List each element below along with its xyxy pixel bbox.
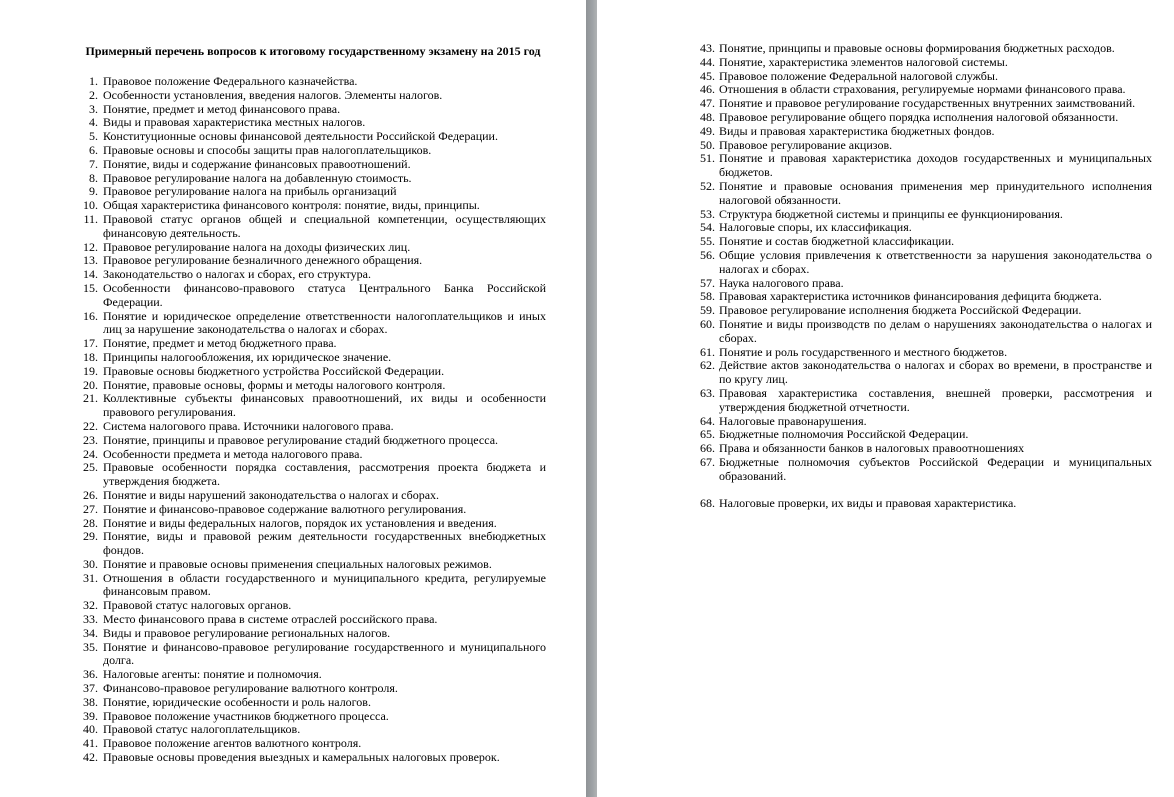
question-item-40: 40. Правовой статус налогоплательщиков. <box>80 723 546 737</box>
question-item-57: 57. Наука налогового права. <box>700 275 844 290</box>
question-number: 18. <box>83 349 98 364</box>
question-number: 33. <box>83 612 98 627</box>
question-number: 6. <box>89 142 98 157</box>
question-item-4: 4. Виды и правовая характеристика местных налогов. <box>80 116 546 130</box>
page-divider <box>586 0 597 797</box>
question-item-47: 47. Понятие и правовое регулирование государственных внутренних заимствований. <box>700 96 1136 111</box>
question-item-46: 46. Отношения в области страхования, регулируемые нормами финансового права. <box>700 82 1126 97</box>
question-number: 2. <box>89 87 98 102</box>
question-number: 41. <box>83 736 98 751</box>
question-number: 34. <box>83 625 98 640</box>
question-item-14: 14. Законодательство о налогах и сборах, его структура. <box>80 268 546 282</box>
question-item-65: 65. Бюджетные полномочия Российской Федерации. <box>700 427 969 442</box>
document-title: Примерный перечень вопросов к итоговому государственному экзамену на 2015 год <box>85 44 541 58</box>
question-item-22: 22. Система налогового права. Источники налогового права. <box>80 420 546 434</box>
question-item-5: 5. Конституционные основы финансовой деятельности Российской Федерации. <box>80 130 546 144</box>
question-item-17: 17. Понятие, предмет и метод бюджетного права. <box>80 337 546 351</box>
question-item-58: 58. Правовая характеристика источников финансирования дефицита бюджета. <box>700 289 1102 304</box>
question-number: 49. <box>700 123 715 138</box>
question-number: 30. <box>83 556 98 571</box>
question-item-49: 49. Виды и правовая характеристика бюджетных фондов. <box>700 123 995 138</box>
question-number: 58. <box>700 289 715 304</box>
question-number: 66. <box>700 441 715 456</box>
question-number: 48. <box>700 109 715 124</box>
question-item-51: 51. Понятие и правовая характеристика доходов государственных и муниципальных бюджетов. <box>700 151 1152 180</box>
question-number: 27. <box>83 501 98 516</box>
question-item-16: 16. Понятие и юридическое определение ответственности налогоплательщиков и иных лиц за нарушение законодательства о налогах и сборах. <box>80 310 546 338</box>
question-number: 8. <box>89 170 98 185</box>
question-item-29: 29. Понятие, виды и правовой режим деятельности государственных внебюджетных фондов. <box>80 530 546 558</box>
question-item-66: 66. Права и обязанности банков в налоговых правоотношениях <box>700 441 1025 456</box>
question-item-34: 34. Виды и правовое регулирование региональных налогов. <box>80 627 546 641</box>
question-item-19: 19. Правовые основы бюджетного устройства Российской Федерации. <box>80 365 546 379</box>
question-item-32: 32. Правовой статус налоговых органов. <box>80 599 546 613</box>
question-item-37: 37. Финансово-правовое регулирование валютного контроля. <box>80 682 546 696</box>
question-item-50: 50. Правовое регулирование акцизов. <box>700 137 893 152</box>
question-number: 61. <box>700 344 715 359</box>
question-number: 19. <box>83 363 98 378</box>
question-number: 13. <box>83 253 98 268</box>
question-item-67: 67. Бюджетные полномочия субъектов Российской Федерации и муниципальных образований. <box>700 454 1152 483</box>
question-number: 23. <box>83 432 98 447</box>
question-number: 53. <box>700 206 715 221</box>
question-item-54: 54. Налоговые споры, их классификация. <box>700 220 912 235</box>
page-right <box>597 0 1174 797</box>
question-number: 1. <box>89 74 98 88</box>
question-number: 10. <box>83 198 98 213</box>
question-item-62: 62. Действие актов законодательства о налогах и сборах во времени, в пространстве и по кругу лиц. <box>700 358 1152 387</box>
question-number: 63. <box>700 385 715 400</box>
question-number: 35. <box>83 639 98 654</box>
question-number: 59. <box>700 303 715 318</box>
question-number: 25. <box>83 460 98 475</box>
question-item-60: 60. Понятие и виды производств по делам о нарушениях законодательства о налогах и сборах. <box>700 316 1152 345</box>
question-item-61: 61. Понятие и роль государственного и местного бюджетов. <box>700 344 1008 359</box>
question-number: 12. <box>83 239 98 254</box>
question-number: 7. <box>89 156 98 171</box>
question-item-39: 39. Правовое положение участников бюджетного процесса. <box>80 710 546 724</box>
question-number: 51. <box>700 151 715 166</box>
question-number: 65. <box>700 427 715 442</box>
question-number: 50. <box>700 137 715 152</box>
question-item-33: 33. Место финансового права в системе отраслей российского права. <box>80 613 546 627</box>
question-item-64: 64. Налоговые правонарушения. <box>700 413 867 428</box>
question-number: 29. <box>83 529 98 544</box>
question-list-page-1 <box>80 75 546 765</box>
question-item-28: 28. Понятие и виды федеральных налогов, порядок их установления и введения. <box>80 517 546 531</box>
question-number: 40. <box>83 722 98 737</box>
question-number: 15. <box>83 280 98 295</box>
question-number: 24. <box>83 446 98 461</box>
question-item-8: 8. Правовое регулирование налога на добавленную стоимость. <box>80 172 546 186</box>
question-number: 5. <box>89 129 98 144</box>
question-number: 45. <box>700 68 715 83</box>
question-number: 52. <box>700 178 715 193</box>
question-item-38: 38. Понятие, юридические особенности и роль налогов. <box>80 696 546 710</box>
question-number: 11. <box>83 211 98 226</box>
question-number: 17. <box>83 336 98 351</box>
question-number: 22. <box>83 418 98 433</box>
question-item-25: 25. Правовые особенности порядка составления, рассмотрения проекта бюджета и утверждения бюджета. <box>80 461 546 489</box>
question-item-45: 45. Правовое положение Федеральной налоговой службы. <box>700 68 998 83</box>
question-number: 68. <box>700 496 715 511</box>
question-number: 32. <box>83 598 98 613</box>
question-number: 46. <box>700 82 715 97</box>
question-item-43: 43. Понятие, принципы и правовые основы формирования бюджетных расходов. <box>700 41 1115 55</box>
question-item-1: 1. Правовое положение Федерального казначейства. <box>80 75 546 89</box>
question-number: 9. <box>89 184 98 199</box>
question-item-11: 11. Правовой статус органов общей и специальной компетенции, осуществляющих финансовую деятельность. <box>80 213 546 241</box>
page-left <box>0 0 586 797</box>
question-item-27: 27. Понятие и финансово-правовое содержание валютного регулирования. <box>80 503 546 517</box>
question-item-52: 52. Понятие и правовые основания применения мер принудительного исполнения налоговой обязанности. <box>700 178 1152 207</box>
question-item-9: 9. Правовое регулирование налога на прибыль организаций <box>80 185 546 199</box>
question-number: 36. <box>83 667 98 682</box>
question-item-24: 24. Особенности предмета и метода налогового права. <box>80 448 546 462</box>
question-item-26: 26. Понятие и виды нарушений законодательства о налогах и сборах. <box>80 489 546 503</box>
question-item-10: 10. Общая характеристика финансового контроля: понятие, виды, принципы. <box>80 199 546 213</box>
question-number: 44. <box>700 54 715 69</box>
question-item-18: 18. Принципы налогообложения, их юридическое значение. <box>80 351 546 365</box>
question-number: 55. <box>700 234 715 249</box>
question-number: 56. <box>700 247 715 262</box>
question-number: 37. <box>83 681 98 696</box>
question-number: 67. <box>700 454 715 469</box>
question-number: 47. <box>700 96 715 111</box>
question-number: 38. <box>83 694 98 709</box>
question-item-44: 44. Понятие, характеристика элементов налоговой системы. <box>700 54 1008 69</box>
question-item-6: 6. Правовые основы и способы защиты прав налогоплательщиков. <box>80 144 546 158</box>
question-number: 60. <box>700 316 715 331</box>
question-item-41: 41. Правовое положение агентов валютного контроля. <box>80 737 546 751</box>
question-item-53: 53. Структура бюджетной системы и принципы ее функционирования. <box>700 206 1063 221</box>
question-item-30: 30. Понятие и правовые основы применения специальных налоговых режимов. <box>80 558 546 572</box>
question-item-21: 21. Коллективные субъекты финансовых правоотношений, их виды и особенности правового регулирования. <box>80 392 546 420</box>
question-item-23: 23. Понятие, принципы и правовое регулирование стадий бюджетного процесса. <box>80 434 546 448</box>
question-number: 14. <box>83 267 98 282</box>
question-number: 31. <box>83 570 98 585</box>
question-number: 4. <box>89 115 98 130</box>
question-list-page-2 <box>698 42 1152 511</box>
question-number: 26. <box>83 487 98 502</box>
question-number: 16. <box>83 308 98 323</box>
question-number: 39. <box>83 708 98 723</box>
question-number: 57. <box>700 275 715 290</box>
question-item-59: 59. Правовое регулирование исполнения бюджета Российской Федерации. <box>700 303 1082 318</box>
question-number: 21. <box>83 391 98 406</box>
question-item-3: 3. Понятие, предмет и метод финансового права. <box>80 103 546 117</box>
question-item-48: 48. Правовое регулирование общего порядка исполнения налоговой обязанности. <box>700 109 1119 124</box>
blank-line <box>698 484 1152 498</box>
question-item-20: 20. Понятие, правовые основы, формы и методы налогового контроля. <box>80 379 546 393</box>
question-item-15: 15. Особенности финансово-правового статуса Центрального Банка Российской Федерации. <box>80 282 546 310</box>
question-item-36: 36. Налоговые агенты: понятие и полномочия. <box>80 668 546 682</box>
question-item-68: 68. Налоговые проверки, их виды и правовая характеристика. <box>700 496 1017 511</box>
question-item-35: 35. Понятие и финансово-правовое регулирование государственного и муниципального долга. <box>80 641 546 669</box>
question-item-13: 13. Правовое регулирование безналичного денежного обращения. <box>80 254 546 268</box>
question-item-7: 7. Понятие, виды и содержание финансовых правоотношений. <box>80 158 546 172</box>
question-item-55: 55. Понятие и состав бюджетной классификации. <box>700 234 955 249</box>
question-number: 54. <box>700 220 715 235</box>
question-item-2: 2. Особенности установления, введения налогов. Элементы налогов. <box>80 89 546 103</box>
question-item-56: 56. Общие условия привлечения к ответственности за нарушения законодательства о налогах и сборах. <box>700 247 1152 276</box>
question-number: 62. <box>700 358 715 373</box>
question-item-12: 12. Правовое регулирование налога на доходы физических лиц. <box>80 241 546 255</box>
question-number: 28. <box>83 515 98 530</box>
question-item-63: 63. Правовая характеристика составления, внешней проверки, рассмотрения и утверждения бюджетной отчетности. <box>700 385 1152 414</box>
question-number: 20. <box>83 377 98 392</box>
question-number: 3. <box>89 101 98 116</box>
question-item-42: 42. Правовые основы проведения выездных и камеральных налоговых проверок. <box>80 751 546 765</box>
question-number: 64. <box>700 413 715 428</box>
question-number: 43. <box>700 41 715 55</box>
question-number: 42. <box>83 750 98 765</box>
question-item-31: 31. Отношения в области государственного и муниципального кредита, регулируемые финансовым правом. <box>80 572 546 600</box>
